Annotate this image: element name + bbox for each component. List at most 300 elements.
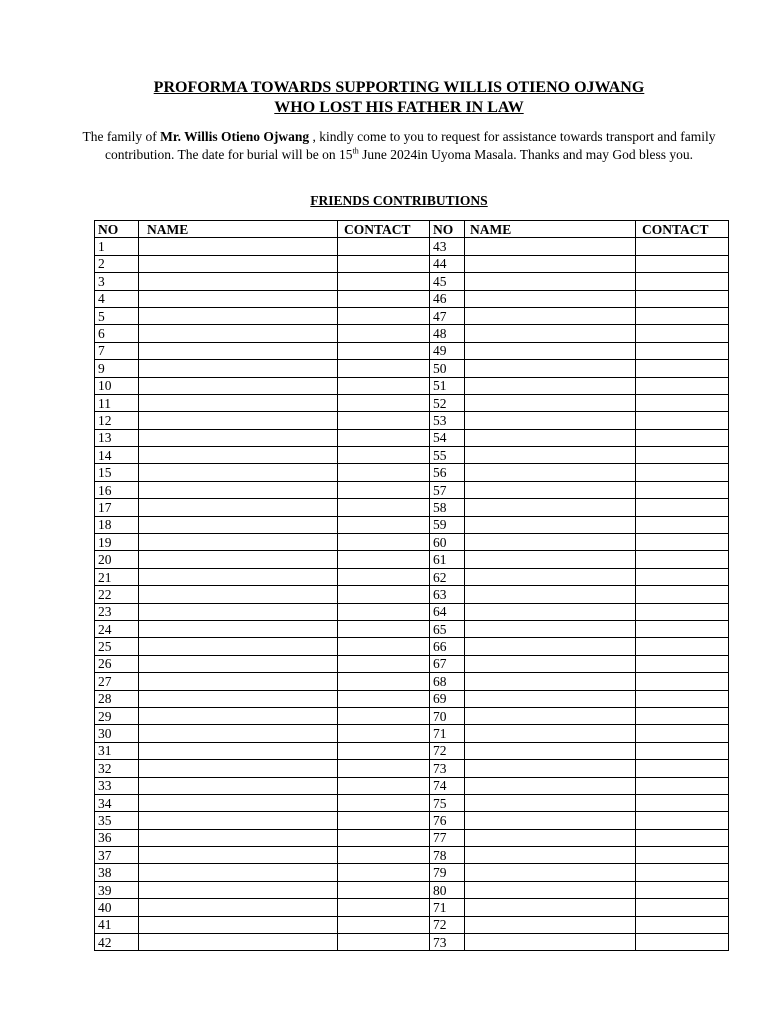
name-left-cell [139, 673, 338, 690]
contact-left-cell [338, 394, 430, 411]
contact-left-cell [338, 447, 430, 464]
no-right-cell: 57 [430, 481, 465, 498]
name-left-cell [139, 760, 338, 777]
name-right-cell [465, 742, 636, 759]
name-left-cell [139, 568, 338, 585]
table-row [95, 707, 729, 724]
contact-right-cell [636, 916, 729, 933]
contributions-table [94, 220, 729, 951]
no-left-cell: 39 [95, 881, 139, 898]
intro-post: June 2024in Uyoma Masala. Thanks and may God bless you. [358, 146, 694, 162]
no-left-cell: 1 [95, 238, 139, 255]
no-right-cell: 77 [430, 829, 465, 846]
table-header-row [95, 221, 729, 238]
no-right-cell: 75 [430, 794, 465, 811]
name-left-cell [139, 499, 338, 516]
name-left-cell [139, 255, 338, 272]
contact-left-cell [338, 377, 430, 394]
no-left-cell: 7 [95, 342, 139, 359]
name-right-cell [465, 916, 636, 933]
name-left-cell [139, 690, 338, 707]
table-row [95, 725, 729, 742]
no-left-cell: 21 [95, 568, 139, 585]
no-left-cell: 17 [95, 499, 139, 516]
no-left-cell: 18 [95, 516, 139, 533]
no-left-cell: 9 [95, 360, 139, 377]
contact-left-cell [338, 307, 430, 324]
contact-left-cell [338, 586, 430, 603]
table-row [95, 516, 729, 533]
contact-left-cell [338, 238, 430, 255]
no-left-cell: 12 [95, 412, 139, 429]
contact-right-cell [636, 864, 729, 881]
name-left-cell [139, 742, 338, 759]
name-right-cell [465, 464, 636, 481]
contact-left-cell [338, 481, 430, 498]
name-left-cell [139, 620, 338, 637]
contact-left-cell [338, 273, 430, 290]
contact-left-cell [338, 812, 430, 829]
name-right-cell [465, 307, 636, 324]
table-row [95, 255, 729, 272]
contact-right-cell [636, 690, 729, 707]
no-left-cell: 37 [95, 847, 139, 864]
table-row [95, 342, 729, 359]
document-title [60, 78, 738, 118]
table-row [95, 777, 729, 794]
table-row [95, 690, 729, 707]
contact-right-cell [636, 394, 729, 411]
contact-left-cell [338, 255, 430, 272]
no-right-cell: 80 [430, 881, 465, 898]
contact-right-cell [636, 794, 729, 811]
table-row [95, 360, 729, 377]
contact-right-cell [636, 812, 729, 829]
name-right-cell [465, 864, 636, 881]
table-row [95, 568, 729, 585]
no-right-cell: 45 [430, 273, 465, 290]
no-left-cell: 26 [95, 655, 139, 672]
name-left-cell [139, 881, 338, 898]
name-right-cell [465, 255, 636, 272]
no-left-cell: 13 [95, 429, 139, 446]
no-left-cell: 3 [95, 273, 139, 290]
contact-left-cell [338, 707, 430, 724]
contact-right-cell [636, 829, 729, 846]
header-contact-right: CONTACT [636, 221, 729, 238]
table-row [95, 377, 729, 394]
no-left-cell: 27 [95, 673, 139, 690]
no-left-cell: 36 [95, 829, 139, 846]
contact-right-cell [636, 899, 729, 916]
contact-left-cell [338, 899, 430, 916]
no-right-cell: 64 [430, 603, 465, 620]
no-right-cell: 73 [430, 760, 465, 777]
contact-right-cell [636, 447, 729, 464]
name-right-cell [465, 812, 636, 829]
no-right-cell: 62 [430, 568, 465, 585]
name-left-cell [139, 464, 338, 481]
table-row [95, 447, 729, 464]
name-right-cell [465, 238, 636, 255]
no-right-cell: 52 [430, 394, 465, 411]
name-right-cell [465, 568, 636, 585]
no-left-cell: 20 [95, 551, 139, 568]
table-row [95, 847, 729, 864]
name-right-cell [465, 760, 636, 777]
table-row [95, 290, 729, 307]
contact-right-cell [636, 342, 729, 359]
contact-right-cell [636, 307, 729, 324]
contact-right-cell [636, 603, 729, 620]
no-left-cell: 35 [95, 812, 139, 829]
no-right-cell: 53 [430, 412, 465, 429]
contact-right-cell [636, 881, 729, 898]
table-row [95, 412, 729, 429]
no-right-cell: 60 [430, 534, 465, 551]
no-left-cell: 6 [95, 325, 139, 342]
contact-left-cell [338, 290, 430, 307]
name-left-cell [139, 238, 338, 255]
contact-right-cell [636, 673, 729, 690]
contact-right-cell [636, 742, 729, 759]
name-right-cell [465, 638, 636, 655]
header-no-right: NO [430, 221, 465, 238]
table-row [95, 760, 729, 777]
name-left-cell [139, 481, 338, 498]
contact-right-cell [636, 377, 729, 394]
section-heading: FRIENDS CONTRIBUTIONS [310, 193, 488, 208]
contact-left-cell [338, 464, 430, 481]
intro-name: Mr. Willis Otieno Ojwang [160, 129, 310, 144]
contact-left-cell [338, 603, 430, 620]
name-left-cell [139, 899, 338, 916]
contact-right-cell [636, 516, 729, 533]
no-left-cell: 42 [95, 934, 139, 951]
contact-right-cell [636, 534, 729, 551]
contact-left-cell [338, 638, 430, 655]
name-left-cell [139, 725, 338, 742]
contact-left-cell [338, 881, 430, 898]
name-right-cell [465, 394, 636, 411]
name-left-cell [139, 516, 338, 533]
table-row [95, 864, 729, 881]
name-right-cell [465, 603, 636, 620]
contact-right-cell [636, 464, 729, 481]
table-row [95, 481, 729, 498]
name-right-cell [465, 673, 636, 690]
no-left-cell: 11 [95, 394, 139, 411]
contact-left-cell [338, 325, 430, 342]
table-row [95, 603, 729, 620]
name-left-cell [139, 325, 338, 342]
name-left-cell [139, 394, 338, 411]
contact-right-cell [636, 707, 729, 724]
contact-right-cell [636, 255, 729, 272]
contact-left-cell [338, 760, 430, 777]
table-row [95, 586, 729, 603]
no-right-cell: 71 [430, 899, 465, 916]
no-right-cell: 51 [430, 377, 465, 394]
contact-right-cell [636, 777, 729, 794]
no-right-cell: 72 [430, 916, 465, 933]
table-row [95, 742, 729, 759]
contact-right-cell [636, 760, 729, 777]
no-left-cell: 29 [95, 707, 139, 724]
contact-left-cell [338, 429, 430, 446]
no-right-cell: 59 [430, 516, 465, 533]
table-row [95, 829, 729, 846]
contact-right-cell [636, 568, 729, 585]
header-no-left: NO [95, 221, 139, 238]
contact-left-cell [338, 534, 430, 551]
contact-right-cell [636, 499, 729, 516]
name-left-cell [139, 377, 338, 394]
no-right-cell: 58 [430, 499, 465, 516]
contact-right-cell [636, 638, 729, 655]
contact-right-cell [636, 429, 729, 446]
no-left-cell: 14 [95, 447, 139, 464]
contact-right-cell [636, 290, 729, 307]
no-left-cell: 4 [95, 290, 139, 307]
name-left-cell [139, 777, 338, 794]
contact-left-cell [338, 690, 430, 707]
contact-right-cell [636, 273, 729, 290]
name-left-cell [139, 447, 338, 464]
name-right-cell [465, 290, 636, 307]
name-left-cell [139, 342, 338, 359]
name-right-cell [465, 655, 636, 672]
no-right-cell: 65 [430, 620, 465, 637]
table-row [95, 551, 729, 568]
contact-right-cell [636, 238, 729, 255]
no-left-cell: 41 [95, 916, 139, 933]
intro-paragraph [70, 128, 728, 163]
name-right-cell [465, 412, 636, 429]
contact-right-cell [636, 412, 729, 429]
no-right-cell: 69 [430, 690, 465, 707]
no-left-cell: 2 [95, 255, 139, 272]
name-left-cell [139, 812, 338, 829]
table-row [95, 916, 729, 933]
table-row [95, 934, 729, 951]
contact-left-cell [338, 673, 430, 690]
contact-left-cell [338, 342, 430, 359]
name-right-cell [465, 899, 636, 916]
contact-left-cell [338, 516, 430, 533]
no-right-cell: 66 [430, 638, 465, 655]
contact-left-cell [338, 864, 430, 881]
header-name-right: NAME [465, 221, 636, 238]
contact-left-cell [338, 568, 430, 585]
no-right-cell: 56 [430, 464, 465, 481]
contact-right-cell [636, 847, 729, 864]
name-left-cell [139, 360, 338, 377]
no-left-cell: 16 [95, 481, 139, 498]
contact-left-cell [338, 620, 430, 637]
contact-right-cell [636, 360, 729, 377]
no-left-cell: 32 [95, 760, 139, 777]
name-left-cell [139, 603, 338, 620]
no-right-cell: 71 [430, 725, 465, 742]
name-right-cell [465, 586, 636, 603]
name-left-cell [139, 586, 338, 603]
contact-left-cell [338, 412, 430, 429]
contact-right-cell [636, 551, 729, 568]
header-name-left: NAME [139, 221, 338, 238]
name-left-cell [139, 273, 338, 290]
contact-right-cell [636, 325, 729, 342]
name-left-cell [139, 794, 338, 811]
name-right-cell [465, 847, 636, 864]
no-left-cell: 30 [95, 725, 139, 742]
name-left-cell [139, 864, 338, 881]
name-left-cell [139, 534, 338, 551]
contact-left-cell [338, 934, 430, 951]
table-row [95, 307, 729, 324]
no-right-cell: 48 [430, 325, 465, 342]
name-right-cell [465, 377, 636, 394]
contact-left-cell [338, 360, 430, 377]
no-left-cell: 33 [95, 777, 139, 794]
name-left-cell [139, 307, 338, 324]
no-left-cell: 19 [95, 534, 139, 551]
name-right-cell [465, 499, 636, 516]
name-left-cell [139, 412, 338, 429]
no-left-cell: 40 [95, 899, 139, 916]
contact-right-cell [636, 934, 729, 951]
table-row [95, 655, 729, 672]
table-row [95, 899, 729, 916]
no-left-cell: 31 [95, 742, 139, 759]
name-left-cell [139, 429, 338, 446]
no-right-cell: 73 [430, 934, 465, 951]
table-row [95, 812, 729, 829]
contact-right-cell [636, 655, 729, 672]
no-right-cell: 50 [430, 360, 465, 377]
contact-left-cell [338, 655, 430, 672]
no-left-cell: 38 [95, 864, 139, 881]
no-right-cell: 55 [430, 447, 465, 464]
intro-mid: , kindly come to you to request for assistance towards transport and family contribution. The date for burial will be on 15 [104, 129, 716, 162]
name-left-cell [139, 829, 338, 846]
contact-left-cell [338, 551, 430, 568]
contact-left-cell [338, 847, 430, 864]
name-left-cell [139, 290, 338, 307]
name-left-cell [139, 707, 338, 724]
no-right-cell: 68 [430, 673, 465, 690]
title-line-2: WHO LOST HIS FATHER IN LAW [274, 99, 524, 116]
table-row [95, 325, 729, 342]
name-right-cell [465, 273, 636, 290]
no-right-cell: 70 [430, 707, 465, 724]
name-right-cell [465, 447, 636, 464]
no-left-cell: 25 [95, 638, 139, 655]
name-right-cell [465, 934, 636, 951]
name-right-cell [465, 516, 636, 533]
contact-right-cell [636, 481, 729, 498]
table-row [95, 273, 729, 290]
name-right-cell [465, 777, 636, 794]
title-line-1: PROFORMA TOWARDS SUPPORTING WILLIS OTIENO OJWANG [153, 79, 645, 96]
contact-left-cell [338, 916, 430, 933]
no-left-cell: 15 [95, 464, 139, 481]
no-right-cell: 76 [430, 812, 465, 829]
name-right-cell [465, 429, 636, 446]
no-right-cell: 79 [430, 864, 465, 881]
no-left-cell: 22 [95, 586, 139, 603]
contact-left-cell [338, 725, 430, 742]
table-row [95, 499, 729, 516]
name-right-cell [465, 829, 636, 846]
name-right-cell [465, 551, 636, 568]
no-right-cell: 78 [430, 847, 465, 864]
contact-left-cell [338, 742, 430, 759]
no-right-cell: 67 [430, 655, 465, 672]
header-contact-left: CONTACT [338, 221, 430, 238]
name-left-cell [139, 551, 338, 568]
name-right-cell [465, 690, 636, 707]
name-right-cell [465, 881, 636, 898]
name-right-cell [465, 360, 636, 377]
name-left-cell [139, 916, 338, 933]
name-left-cell [139, 638, 338, 655]
contact-left-cell [338, 794, 430, 811]
name-left-cell [139, 847, 338, 864]
name-right-cell [465, 707, 636, 724]
table-row [95, 673, 729, 690]
no-right-cell: 72 [430, 742, 465, 759]
contact-left-cell [338, 499, 430, 516]
no-right-cell: 47 [430, 307, 465, 324]
contact-right-cell [636, 586, 729, 603]
table-row [95, 534, 729, 551]
contact-right-cell [636, 620, 729, 637]
contact-left-cell [338, 829, 430, 846]
table-row [95, 620, 729, 637]
contact-right-cell [636, 725, 729, 742]
name-right-cell [465, 725, 636, 742]
no-right-cell: 49 [430, 342, 465, 359]
no-right-cell: 44 [430, 255, 465, 272]
no-left-cell: 23 [95, 603, 139, 620]
no-left-cell: 34 [95, 794, 139, 811]
no-right-cell: 43 [430, 238, 465, 255]
no-left-cell: 10 [95, 377, 139, 394]
name-right-cell [465, 794, 636, 811]
table-row [95, 794, 729, 811]
table-row [95, 429, 729, 446]
no-right-cell: 46 [430, 290, 465, 307]
table-row [95, 238, 729, 255]
contact-left-cell [338, 777, 430, 794]
name-left-cell [139, 655, 338, 672]
name-right-cell [465, 325, 636, 342]
name-right-cell [465, 481, 636, 498]
name-right-cell [465, 534, 636, 551]
no-right-cell: 63 [430, 586, 465, 603]
no-left-cell: 28 [95, 690, 139, 707]
intro-pre: The family of [82, 129, 161, 144]
name-right-cell [465, 342, 636, 359]
name-left-cell [139, 934, 338, 951]
no-right-cell: 74 [430, 777, 465, 794]
name-right-cell [465, 620, 636, 637]
table-row [95, 464, 729, 481]
no-left-cell: 5 [95, 307, 139, 324]
table-row [95, 638, 729, 655]
no-right-cell: 54 [430, 429, 465, 446]
